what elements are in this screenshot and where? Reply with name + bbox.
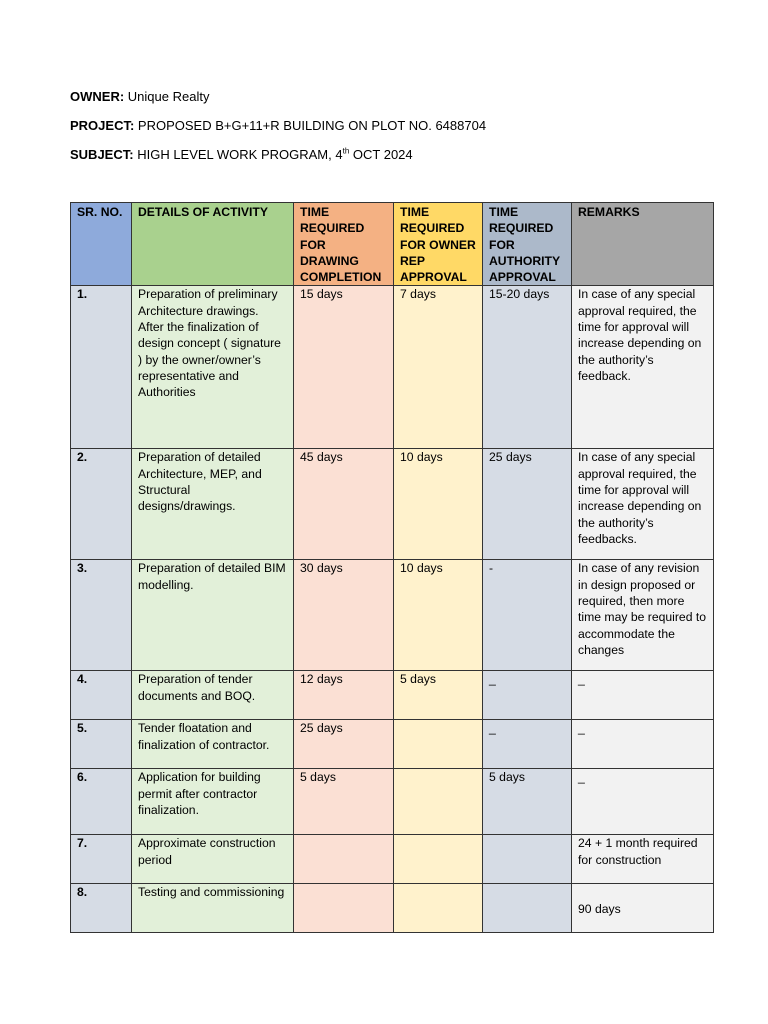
table-row (71, 671, 714, 720)
project-line (70, 118, 486, 134)
sr-no-cell (71, 884, 132, 933)
activity-cell-text: Preparation of detailed BIM modelling. (138, 561, 286, 592)
work-program-table (70, 202, 714, 933)
owner-approval-cell (394, 560, 483, 671)
authority-approval-cell (483, 884, 572, 933)
activity-cell-text: Approximate construction period (138, 836, 276, 867)
activity-cell (132, 449, 294, 560)
drawing-time-cell-text: 5 days (300, 770, 336, 785)
remarks-cell-text: _ (578, 770, 585, 785)
project-label: PROJECT: (70, 118, 135, 133)
activity-cell (132, 720, 294, 769)
table-row (71, 560, 714, 671)
activity-cell-text: Preparation of preliminary Architecture drawings. After the finalization of design concept ( signature ) by the owner/owner’s representative and Authorities (138, 287, 281, 400)
owner-approval-cell (394, 835, 483, 884)
owner-value: Unique Realty (127, 89, 210, 104)
drawing-time-cell (294, 835, 394, 884)
subject-label: SUBJECT: (70, 147, 134, 162)
sr-no-cell (71, 835, 132, 884)
remarks-cell (572, 769, 714, 835)
owner-approval-cell-text: 10 days (400, 450, 443, 465)
table-row (71, 286, 714, 449)
table-row (71, 835, 714, 884)
column-header-remarks: REMARKS (572, 203, 714, 286)
authority-approval-cell (483, 286, 572, 449)
activity-cell (132, 560, 294, 671)
authority-approval-cell-text: 25 days (489, 450, 532, 465)
table-row (71, 884, 714, 933)
table-row (71, 720, 714, 769)
authority-approval-cell-text: - (489, 561, 494, 576)
project-value: PROPOSED B+G+11+R BUILDING ON PLOT NO. 6488704 (137, 118, 487, 133)
sr-no-cell-text: 2. (77, 450, 88, 465)
activity-cell-text: Tender floatation and finalization of contractor. (138, 721, 270, 752)
drawing-time-cell (294, 769, 394, 835)
authority-approval-cell (483, 560, 572, 671)
column-header-activity: DETAILS OF ACTIVITY (132, 203, 294, 286)
activity-cell-text: Preparation of detailed Architecture, MEP, and Structural designs/drawings. (138, 450, 262, 514)
owner-approval-cell (394, 286, 483, 449)
owner-approval-cell (394, 720, 483, 769)
owner-approval-cell (394, 449, 483, 560)
sr-no-cell (71, 286, 132, 449)
sr-no-cell (71, 769, 132, 835)
owner-line (70, 89, 209, 105)
remarks-cell (572, 449, 714, 560)
remarks-cell-text: _ (578, 721, 585, 736)
table-header-row (71, 203, 714, 286)
drawing-time-cell (294, 884, 394, 933)
remarks-cell (572, 671, 714, 720)
authority-approval-cell (483, 671, 572, 720)
remarks-cell-text: In case of any revision in design proposed or required, then more time may be required to accommodate the changes (578, 561, 707, 657)
activity-cell-text: Preparation of tender documents and BOQ. (138, 672, 256, 703)
remarks-cell-text: 24 + 1 month required for construction (578, 836, 698, 867)
activity-cell-text: Application for building permit after contractor finalization. (138, 770, 261, 818)
authority-approval-cell-text: 15-20 days (489, 287, 550, 302)
column-header-drawing-time: TIME REQUIRED FOR DRAWING COMPLETION (294, 203, 394, 286)
remarks-cell (572, 560, 714, 671)
drawing-time-cell-text: 45 days (300, 450, 343, 465)
table-row (71, 769, 714, 835)
activity-cell (132, 835, 294, 884)
remarks-cell-text: 90 days (578, 901, 621, 916)
sr-no-cell (71, 560, 132, 671)
sr-no-cell-text: 1. (77, 287, 88, 302)
owner-approval-cell-text: 7 days (400, 287, 436, 302)
subject-line (70, 147, 413, 163)
remarks-cell (572, 286, 714, 449)
activity-cell (132, 884, 294, 933)
sr-no-cell-text: 6. (77, 770, 88, 785)
subject-value (137, 147, 412, 162)
owner-approval-cell-text: 5 days (400, 672, 436, 687)
authority-approval-cell-text: _ (489, 721, 496, 736)
drawing-time-cell-text: 15 days (300, 287, 343, 302)
activity-cell (132, 286, 294, 449)
drawing-time-cell (294, 560, 394, 671)
sr-no-cell-text: 4. (77, 672, 88, 687)
owner-approval-cell (394, 671, 483, 720)
sr-no-cell-text: 5. (77, 721, 88, 736)
subject-value-main: HIGH LEVEL WORK PROGRAM, 4 (137, 147, 343, 162)
drawing-time-cell (294, 286, 394, 449)
remarks-cell (572, 720, 714, 769)
authority-approval-cell (483, 769, 572, 835)
drawing-time-cell (294, 720, 394, 769)
sr-no-cell-text: 3. (77, 561, 88, 576)
drawing-time-cell (294, 671, 394, 720)
remarks-cell-text: In case of any special approval required, the time for approval will increase depending on the authority’s feedback. (578, 287, 702, 383)
drawing-time-cell-text: 30 days (300, 561, 343, 576)
table-body (71, 286, 714, 933)
sr-no-cell (71, 449, 132, 560)
authority-approval-cell (483, 449, 572, 560)
owner-label: OWNER: (70, 89, 125, 104)
activity-cell (132, 671, 294, 720)
remarks-cell (572, 835, 714, 884)
remarks-cell (572, 884, 714, 933)
authority-approval-cell (483, 835, 572, 884)
remarks-cell-text: _ (578, 672, 585, 687)
subject-value-month: OCT 2024 (349, 147, 413, 162)
sr-no-cell-text: 8. (77, 885, 88, 900)
owner-approval-cell (394, 769, 483, 835)
activity-cell-text: Testing and commissioning (138, 885, 285, 900)
activity-cell (132, 769, 294, 835)
sr-no-cell-text: 7. (77, 836, 88, 851)
sr-no-cell (71, 671, 132, 720)
table-row (71, 449, 714, 560)
subject-value-ordinal: th (342, 146, 350, 156)
column-header-owner-approval: TIME REQUIRED FOR OWNER REP APPROVAL (394, 203, 483, 286)
owner-approval-cell-text: 10 days (400, 561, 443, 576)
authority-approval-cell-text: _ (489, 672, 496, 687)
drawing-time-cell-text: 25 days (300, 721, 343, 736)
column-header-sr-no: SR. NO. (71, 203, 132, 286)
remarks-cell-text: In case of any special approval required, the time for approval will increase depending on the authority’s feedbacks. (578, 450, 702, 546)
column-header-authority-approval: TIME REQUIRED FOR AUTHORITY APPROVAL (483, 203, 572, 286)
authority-approval-cell (483, 720, 572, 769)
authority-approval-cell-text: 5 days (489, 770, 525, 785)
sr-no-cell (71, 720, 132, 769)
drawing-time-cell (294, 449, 394, 560)
owner-approval-cell (394, 884, 483, 933)
drawing-time-cell-text: 12 days (300, 672, 343, 687)
